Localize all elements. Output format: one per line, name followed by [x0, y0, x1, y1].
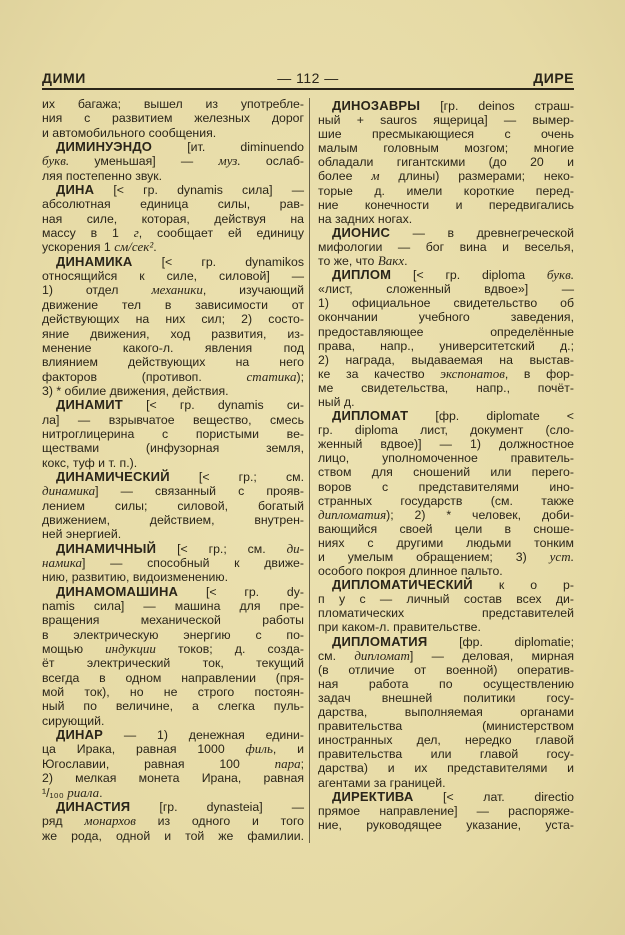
text-line	[42, 154, 304, 168]
header-rule	[42, 88, 574, 90]
text-line	[318, 169, 574, 183]
line-text: действующих на них сил; 2) состо-	[42, 312, 304, 327]
text-line	[42, 642, 304, 656]
headword: ДИНОЗАВРЫ	[332, 98, 421, 113]
line-text: их багажа; вышел из употребле-	[42, 97, 304, 111]
line-text: ёт электрический ток, текущий	[42, 656, 304, 671]
text-line	[318, 353, 574, 367]
text-line	[318, 367, 574, 381]
line-text: 1) официальное свидетельство об	[318, 296, 574, 311]
line-text: нитроглицерина с пористыми ве-	[42, 426, 304, 441]
italic-term: статика	[246, 368, 297, 384]
text-line	[318, 155, 574, 169]
text-line	[42, 484, 304, 498]
text-line	[318, 423, 574, 437]
line-text: задач внешней политики госу-	[318, 690, 574, 705]
line-text: кокс, туф и т. п.).	[42, 455, 138, 470]
italic-term: ди-	[286, 540, 304, 556]
text-line	[318, 451, 574, 465]
line-text: , изучающий	[202, 283, 304, 298]
line-text: влиянием действующих на него	[42, 355, 304, 370]
line-text: шие пресмыкающиеся с очень	[318, 127, 574, 142]
text-line	[318, 437, 574, 451]
line-text: [ит. diminuendo	[152, 140, 304, 155]
entry-headword-line	[318, 578, 574, 592]
italic-term: индукции	[105, 641, 156, 657]
text-line	[318, 663, 574, 677]
italic-term: см/сек²	[114, 239, 154, 255]
text-line	[42, 499, 304, 513]
entry-headword-line	[42, 542, 304, 556]
line-text: движением, действием, внутрен-	[42, 512, 304, 527]
line-text: ный + sauros ящерица] — вымер-	[318, 113, 574, 128]
headword: ДИПЛОМ	[332, 267, 392, 283]
line-text: [< гр.; см.	[169, 469, 304, 484]
line-text: относящийся к силе, силовой] —	[42, 269, 304, 284]
text-line	[42, 685, 304, 699]
line-text: ослаб-	[240, 154, 304, 169]
text-line	[318, 620, 574, 634]
text-line	[42, 169, 304, 183]
line-text: пломатических представителей	[318, 606, 574, 621]
line-text: [< гр. dynamikos	[132, 254, 304, 269]
entry-headword-line	[318, 99, 574, 113]
line-text: );	[296, 369, 304, 384]
header-guide-word-left: ДИМИ	[42, 70, 86, 86]
text-line	[318, 691, 574, 705]
line-text: (в отличие от военной) оператив-	[318, 662, 574, 677]
text-line	[42, 269, 304, 283]
text-line	[42, 771, 304, 785]
line-text: малым головным мозгом; многие	[318, 141, 574, 156]
headword: ДИНАМИЧЕСКИЙ	[56, 468, 170, 484]
text-line	[318, 212, 574, 226]
headword: ДИНАМИКА	[56, 253, 133, 269]
line-text: длины) размерами; неко-	[379, 169, 574, 184]
line-text: и умелым обращением; 3)	[318, 550, 550, 564]
line-text: ;	[300, 756, 304, 771]
entry-headword-line	[42, 183, 304, 197]
line-text: ная силе, которая, действуя на	[42, 211, 304, 226]
line-text: .	[99, 785, 103, 800]
text-line	[318, 339, 574, 353]
line-text: , сообщает ей единицу	[138, 226, 304, 241]
line-text: .	[404, 254, 408, 269]
text-line	[42, 413, 304, 427]
line-text: движение тел в зависимости от	[42, 297, 304, 312]
text-line	[42, 656, 304, 670]
line-text: 2) награда, выдаваемая на выстав-	[318, 352, 574, 367]
text-line	[318, 465, 574, 479]
text-line	[318, 296, 574, 310]
text-line	[42, 556, 304, 570]
text-line	[318, 649, 574, 663]
text-line	[318, 550, 574, 564]
line-text: [гр. deinos страш-	[420, 99, 574, 113]
text-line	[318, 381, 574, 395]
text-line	[318, 804, 574, 818]
text-line	[318, 776, 574, 790]
line-text: и автомобильного сообщения.	[42, 125, 217, 140]
entry-headword-line	[42, 470, 304, 484]
line-text: иностранных дел, нередко главой	[318, 733, 574, 748]
italic-term: букв.	[546, 267, 574, 283]
line-text: [гр. dynasteia] —	[130, 799, 304, 814]
text-line	[318, 761, 574, 775]
line-text: ца Ирака, равная 1000	[42, 742, 246, 757]
entry-headword-line	[318, 635, 574, 649]
line-text: ный д.	[318, 394, 355, 409]
line-text: из одного и того	[135, 814, 305, 829]
line-text: дарства, выполняемая органами	[318, 705, 574, 720]
text-line	[318, 508, 574, 522]
line-text: вращения механической работы	[42, 613, 304, 628]
line-text: .	[153, 240, 157, 255]
line-text: ляя постепенно звук.	[42, 168, 163, 183]
line-text: — в древнегреческой	[390, 225, 574, 240]
entry-headword-line	[318, 790, 574, 804]
line-text: особого покроя длинное пальто.	[318, 564, 503, 579]
italic-term: уст.	[549, 549, 574, 564]
running-header	[42, 70, 574, 88]
text-line	[42, 97, 304, 111]
text-line	[318, 494, 574, 508]
text-line	[42, 427, 304, 441]
text-line	[42, 527, 304, 541]
line-text: [< гр. diploma	[391, 268, 547, 283]
entry-headword-line	[42, 800, 304, 814]
italic-term: букв.	[42, 153, 70, 169]
line-text: правительства или главой госу-	[318, 747, 574, 762]
text-line	[42, 226, 304, 240]
text-line	[318, 818, 574, 832]
headword: ДИПЛОМАТ	[332, 408, 409, 424]
line-text: прямое направление] — распоряже-	[318, 803, 574, 818]
entry-headword-line	[42, 255, 304, 269]
text-line	[42, 240, 304, 254]
line-text: ¹/₁₀₀	[42, 785, 68, 800]
text-line	[42, 212, 304, 226]
line-text: [фр. diplomatie;	[427, 634, 574, 649]
line-text: ный по величине, а слегка пуль-	[42, 699, 304, 714]
text-line	[42, 441, 304, 455]
line-text: Югославии, равная 100	[42, 756, 275, 771]
line-text: дарства) и их представителями и	[318, 761, 574, 776]
line-text: [< гр. dynamis си-	[122, 398, 304, 413]
text-line	[42, 327, 304, 341]
line-text: лицо, уполномоченное правитель-	[318, 451, 574, 466]
headword: ДИОНИС	[332, 224, 391, 240]
entry-headword-line	[42, 728, 304, 742]
line-text: факторов (противоп.	[42, 369, 247, 384]
text-line	[42, 742, 304, 756]
line-text: нию, развитию, видоизменению.	[42, 570, 228, 585]
line-text: агентами за границей.	[318, 775, 446, 790]
text-line	[318, 606, 574, 620]
text-line	[318, 592, 574, 606]
entry-headword-line	[42, 585, 304, 599]
text-line	[318, 184, 574, 198]
line-text: см.	[318, 648, 355, 663]
line-text: абсолютная единица силы, рав-	[42, 197, 304, 212]
line-text: ществами (инфузорная земля,	[42, 441, 304, 456]
line-text: 3) * обилие движения, действия.	[42, 383, 229, 398]
text-line	[42, 111, 304, 125]
italic-term: дипломат	[354, 647, 410, 663]
italic-term: Вакх	[377, 253, 405, 269]
line-text: к о р-	[472, 578, 574, 593]
italic-term: г	[133, 225, 139, 241]
line-text: массу в 1	[42, 226, 134, 241]
line-text: гр. diploma лист, документ (сло-	[318, 423, 574, 438]
header-guide-word-right: ДИРЕ	[533, 70, 574, 86]
line-text: при каком-л. правительстве.	[318, 620, 481, 635]
headword: ДИНАМИЧНЫЙ	[56, 540, 157, 556]
text-line	[318, 282, 574, 296]
text-line	[318, 310, 574, 324]
page-number: — 112 —	[277, 70, 339, 86]
line-text: в электрическую энергию с по-	[42, 627, 304, 642]
line-text: же рода, одной и той же фамилии.	[42, 828, 304, 843]
line-text: то же, что	[318, 254, 378, 269]
text-line	[42, 829, 304, 843]
line-text: торые д. имели короткие перед-	[318, 183, 574, 198]
line-text: namis сила] — машина для пре-	[42, 599, 304, 614]
text-line	[42, 757, 304, 771]
line-text: ] — способный к движе-	[82, 556, 304, 570]
line-text: предоставляющее определённые	[318, 324, 574, 339]
text-line	[42, 714, 304, 728]
line-text: ] — деловая, мирная	[409, 648, 574, 663]
line-text: яние движения, ход развития, из-	[42, 326, 304, 341]
text-line	[318, 325, 574, 339]
line-text: , в фор-	[504, 366, 574, 381]
italic-term: динамика	[42, 483, 96, 499]
italic-term: дипломатия	[318, 506, 387, 522]
line-text: на задних ногах.	[318, 211, 413, 226]
italic-term: филь	[245, 741, 273, 757]
text-line	[318, 240, 574, 254]
italic-term: механики	[151, 282, 203, 298]
line-text: вающийся своей цели в сноше-	[318, 521, 574, 536]
line-text: [< лат. directio	[413, 789, 574, 804]
line-text: ке за качество	[318, 366, 441, 381]
line-text: токов; д. созда-	[155, 642, 304, 657]
text-line	[318, 141, 574, 155]
text-line	[42, 355, 304, 369]
text-line	[42, 814, 304, 828]
line-text: [< гр. dy-	[178, 584, 304, 599]
line-text: менение какого-л. явления под	[42, 340, 304, 355]
text-line	[42, 786, 304, 800]
text-line	[42, 699, 304, 713]
headword: ДИНА	[56, 182, 95, 198]
text-line	[318, 395, 574, 409]
line-text: «лист, сложенный вдвое»] —	[318, 282, 574, 297]
line-text: уменьшая] —	[69, 154, 219, 169]
line-text: ме свидетельства, напр., почёт-	[318, 380, 574, 395]
text-line	[318, 677, 574, 691]
line-text: 1) отдел	[42, 283, 152, 298]
line-text: ); 2) * человек, доби-	[386, 507, 574, 522]
line-text: странных государств (см. также	[318, 493, 574, 508]
text-line	[42, 599, 304, 613]
text-line	[42, 370, 304, 384]
text-line	[42, 312, 304, 326]
line-text: , и	[272, 742, 305, 757]
line-text: ством для сношений или перего-	[318, 465, 574, 480]
text-line	[318, 113, 574, 127]
entry-headword-line	[42, 140, 304, 154]
entry-headword-line	[42, 398, 304, 412]
line-text: [фр. diplomate <	[408, 409, 574, 424]
headword: ДИНАР	[56, 727, 104, 743]
italic-term: экспонатов	[440, 365, 505, 381]
headword: ДИПЛОМАТИЧЕСКИЙ	[332, 577, 473, 593]
text-line	[318, 564, 574, 578]
right-column	[318, 99, 574, 832]
entry-headword-line	[318, 226, 574, 240]
text-line	[318, 536, 574, 550]
headword: ДИНАМИТ	[56, 397, 123, 413]
column-divider	[309, 98, 310, 843]
line-text: ] — связанный с прояв-	[95, 484, 304, 499]
line-text: — 1) денежная едини-	[103, 728, 304, 743]
line-text: [< гр. dynamis сила] —	[94, 183, 304, 198]
line-text: всегда в одном направлении (пря-	[42, 670, 304, 685]
line-text: правительства (министерством	[318, 719, 574, 734]
italic-term: намика	[42, 555, 83, 570]
line-text: п у с — личный состав всех ди-	[318, 592, 574, 607]
line-text: женный вдвое)] — 1) должностное	[318, 437, 574, 452]
line-text: более	[318, 169, 372, 184]
entry-headword-line	[318, 268, 574, 282]
line-text: мифологии — бог вина и веселья,	[318, 239, 574, 254]
text-line	[318, 733, 574, 747]
text-line	[42, 126, 304, 140]
line-text: ускорения 1	[42, 240, 115, 255]
line-text: права, напр., университетский д.;	[318, 338, 574, 353]
line-text: мощью	[42, 642, 106, 657]
line-text: ная работа по осуществлению	[318, 676, 574, 691]
line-text: воров с представителями ино-	[318, 479, 574, 494]
line-text: 2) мелкая монета Ирана, равная	[42, 771, 304, 786]
text-line	[318, 522, 574, 536]
headword: ДИМИНУЭНДО	[56, 139, 153, 155]
text-line	[42, 298, 304, 312]
text-line	[42, 613, 304, 627]
line-text: ние конечности и передвигались	[318, 197, 574, 212]
text-line	[318, 254, 574, 268]
italic-term: м	[371, 168, 380, 184]
line-text: сирующий.	[42, 713, 105, 728]
line-text: ниях с другими людьми тонким	[318, 535, 574, 550]
line-text: ряд	[42, 814, 85, 829]
headword: ДИНАМОМАШИНА	[56, 583, 179, 599]
text-line	[42, 456, 304, 470]
text-line	[318, 127, 574, 141]
line-text: окончании учебного заведения,	[318, 310, 574, 325]
italic-term: монархов	[84, 813, 136, 829]
italic-term: риала	[67, 784, 100, 800]
left-column	[42, 97, 304, 843]
line-text: мой ток), но не строго постоян-	[42, 685, 304, 700]
text-line	[318, 198, 574, 212]
text-line	[42, 628, 304, 642]
line-text: ней энергией.	[42, 527, 122, 542]
line-text: ла] — взрывчатое вещество, смесь	[42, 412, 304, 427]
headword: ДИРЕКТИВА	[332, 788, 414, 804]
text-line	[318, 719, 574, 733]
text-line	[318, 480, 574, 494]
line-text: ние, руководящее указание, уста-	[318, 817, 574, 832]
italic-term: пара	[274, 755, 301, 771]
line-text: обладали гигантскими (до 20 и	[318, 155, 574, 170]
text-line	[318, 705, 574, 719]
headword: ДИПЛОМАТИЯ	[332, 633, 428, 649]
headword: ДИНАСТИЯ	[56, 798, 131, 814]
text-line	[42, 341, 304, 355]
text-line	[42, 197, 304, 211]
entry-headword-line	[318, 409, 574, 423]
line-text: лением силы; силовой, богатый	[42, 498, 304, 513]
text-line	[42, 671, 304, 685]
line-text: [< гр.; см.	[156, 541, 287, 556]
italic-term: муз.	[218, 153, 241, 169]
text-line	[42, 570, 304, 584]
line-text: ния с развитием железных дорог	[42, 111, 304, 126]
text-line	[42, 384, 304, 398]
text-line	[42, 513, 304, 527]
text-line	[318, 747, 574, 761]
text-line	[42, 283, 304, 297]
